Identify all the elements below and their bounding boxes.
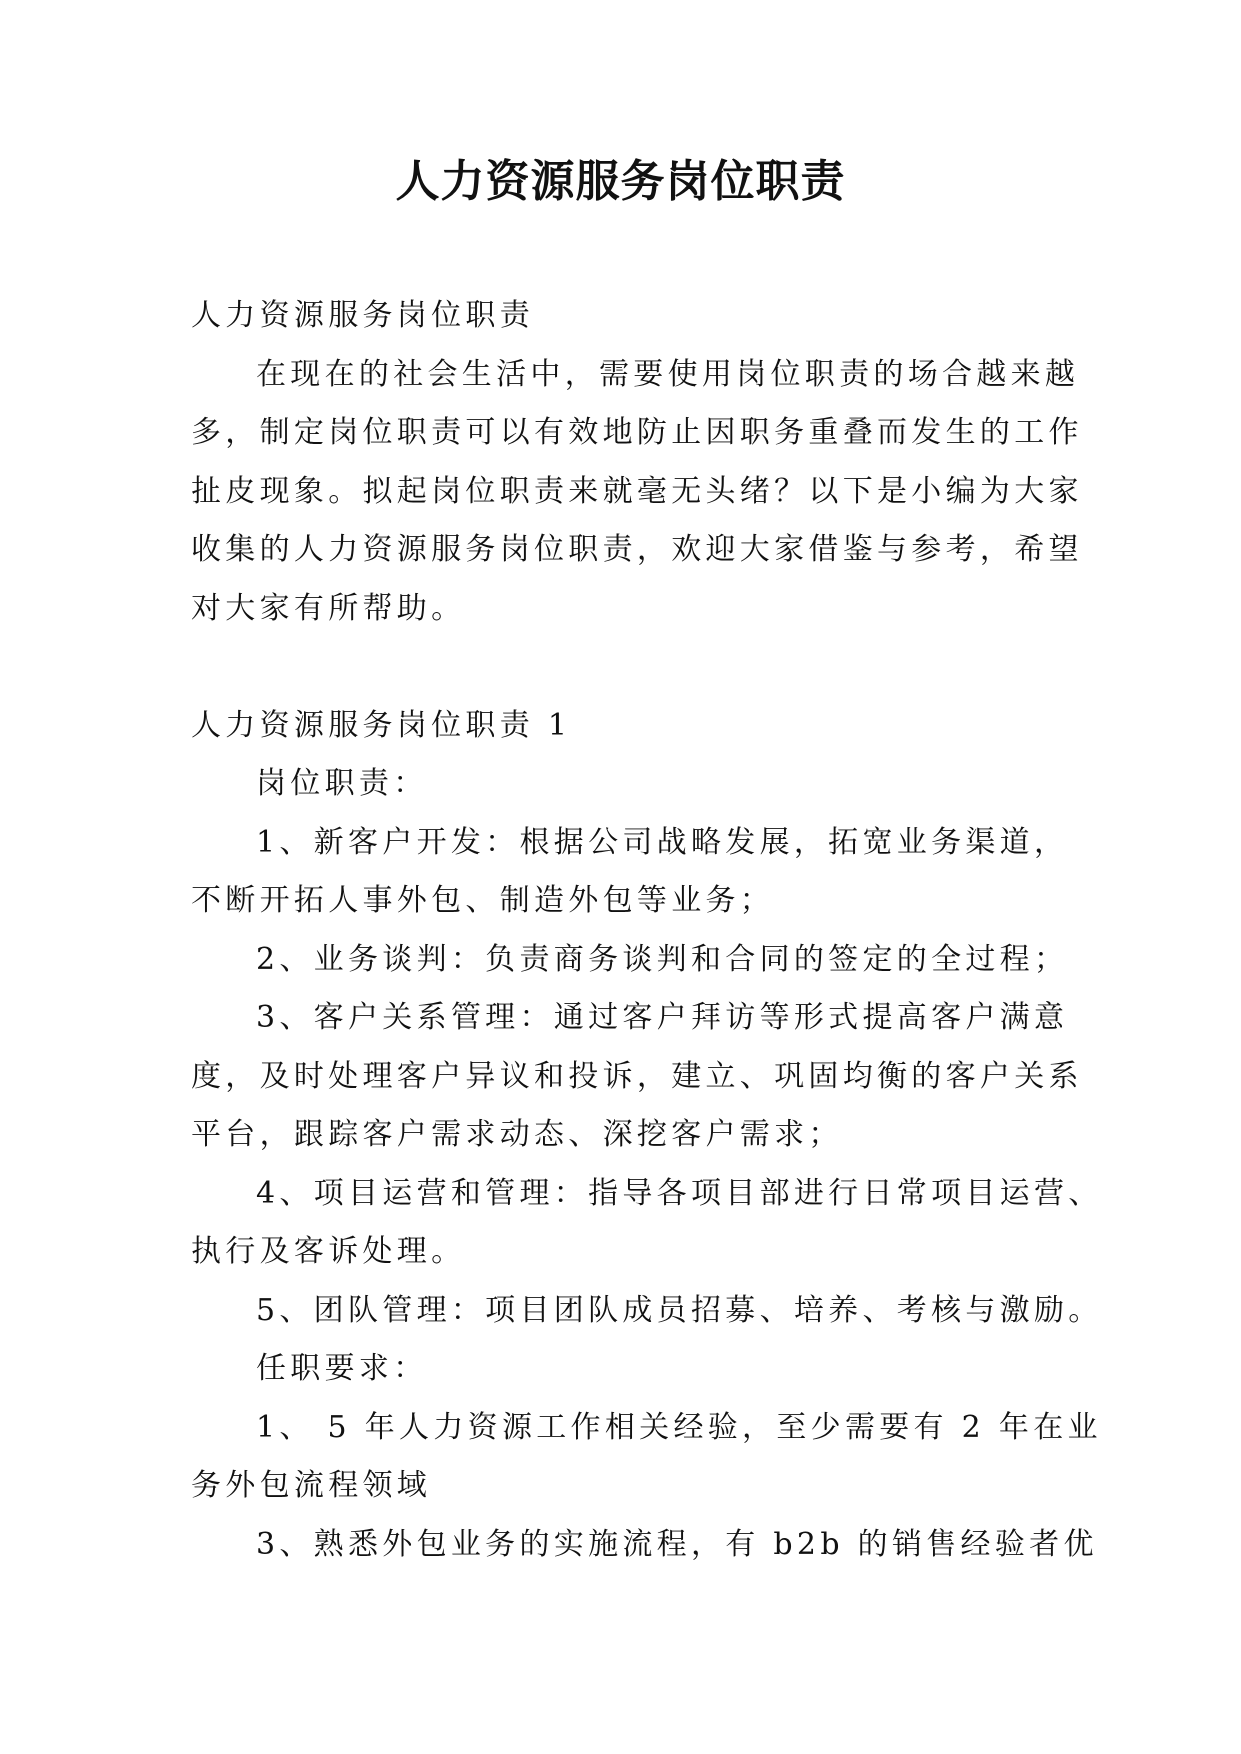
section-heading: 人力资源服务岗位职责 (191, 298, 534, 333)
body-line: 收集的人力资源服务岗位职责，欢迎大家借鉴与参考，希望 (191, 532, 1083, 567)
list-item-line: 3、客户关系管理：通过客户拜访等形式提高客户满意 (256, 1000, 1069, 1035)
paragraph-gap (191, 638, 1061, 697)
list-item-line: 2、业务谈判：负责商务谈判和合同的签定的全过程； (256, 941, 1069, 977)
body-line: 在现在的社会生活中，需要使用岗位职责的场合越来越 (256, 356, 1080, 392)
body-line: 对大家有所帮助。 (191, 590, 466, 626)
document-title: 人力资源服务岗位职责 (395, 156, 846, 207)
subheading-line: 岗位职责： (256, 766, 428, 801)
list-item-line: 平台，跟踪客户需求动态、深挖客户需求； (191, 1117, 843, 1152)
list-item-line: 4、项目运营和管理：指导各项目部进行日常项目运营、 (256, 1175, 1103, 1211)
list-item-line: 不断开拓人事外包、制造外包等业务； (191, 883, 775, 918)
body-line: 多，制定岗位职责可以有效地防止因职务重叠而发生的工作 (191, 415, 1083, 450)
list-item-line: 务外包流程领域 (191, 1468, 432, 1503)
list-item-line: 度，及时处理客户异议和投诉，建立、巩固均衡的客户关系 (191, 1058, 1083, 1094)
document-body (191, 287, 1103, 1574)
list-item-line: 1、新客户开发：根据公司战略发展，拓宽业务渠道， (256, 824, 1069, 860)
list-item-line: 执行及客诉处理。 (191, 1234, 466, 1269)
subheading-line: 任职要求： (256, 1351, 428, 1386)
list-item-line: 5、团队管理：项目团队成员招募、培养、考核与激励。 (256, 1292, 1103, 1328)
body-line: 扯皮现象。拟起岗位职责来就毫无头绪？以下是小编为大家 (191, 473, 1083, 509)
section-heading: 人力资源服务岗位职责 1 (191, 707, 572, 743)
list-item-line: 1、 5 年人力资源工作相关经验，至少需要有 2 年在业 (256, 1409, 1102, 1445)
list-item-line: 3、熟悉外包业务的实施流程，有 b2b 的销售经验者优 (256, 1526, 1098, 1562)
